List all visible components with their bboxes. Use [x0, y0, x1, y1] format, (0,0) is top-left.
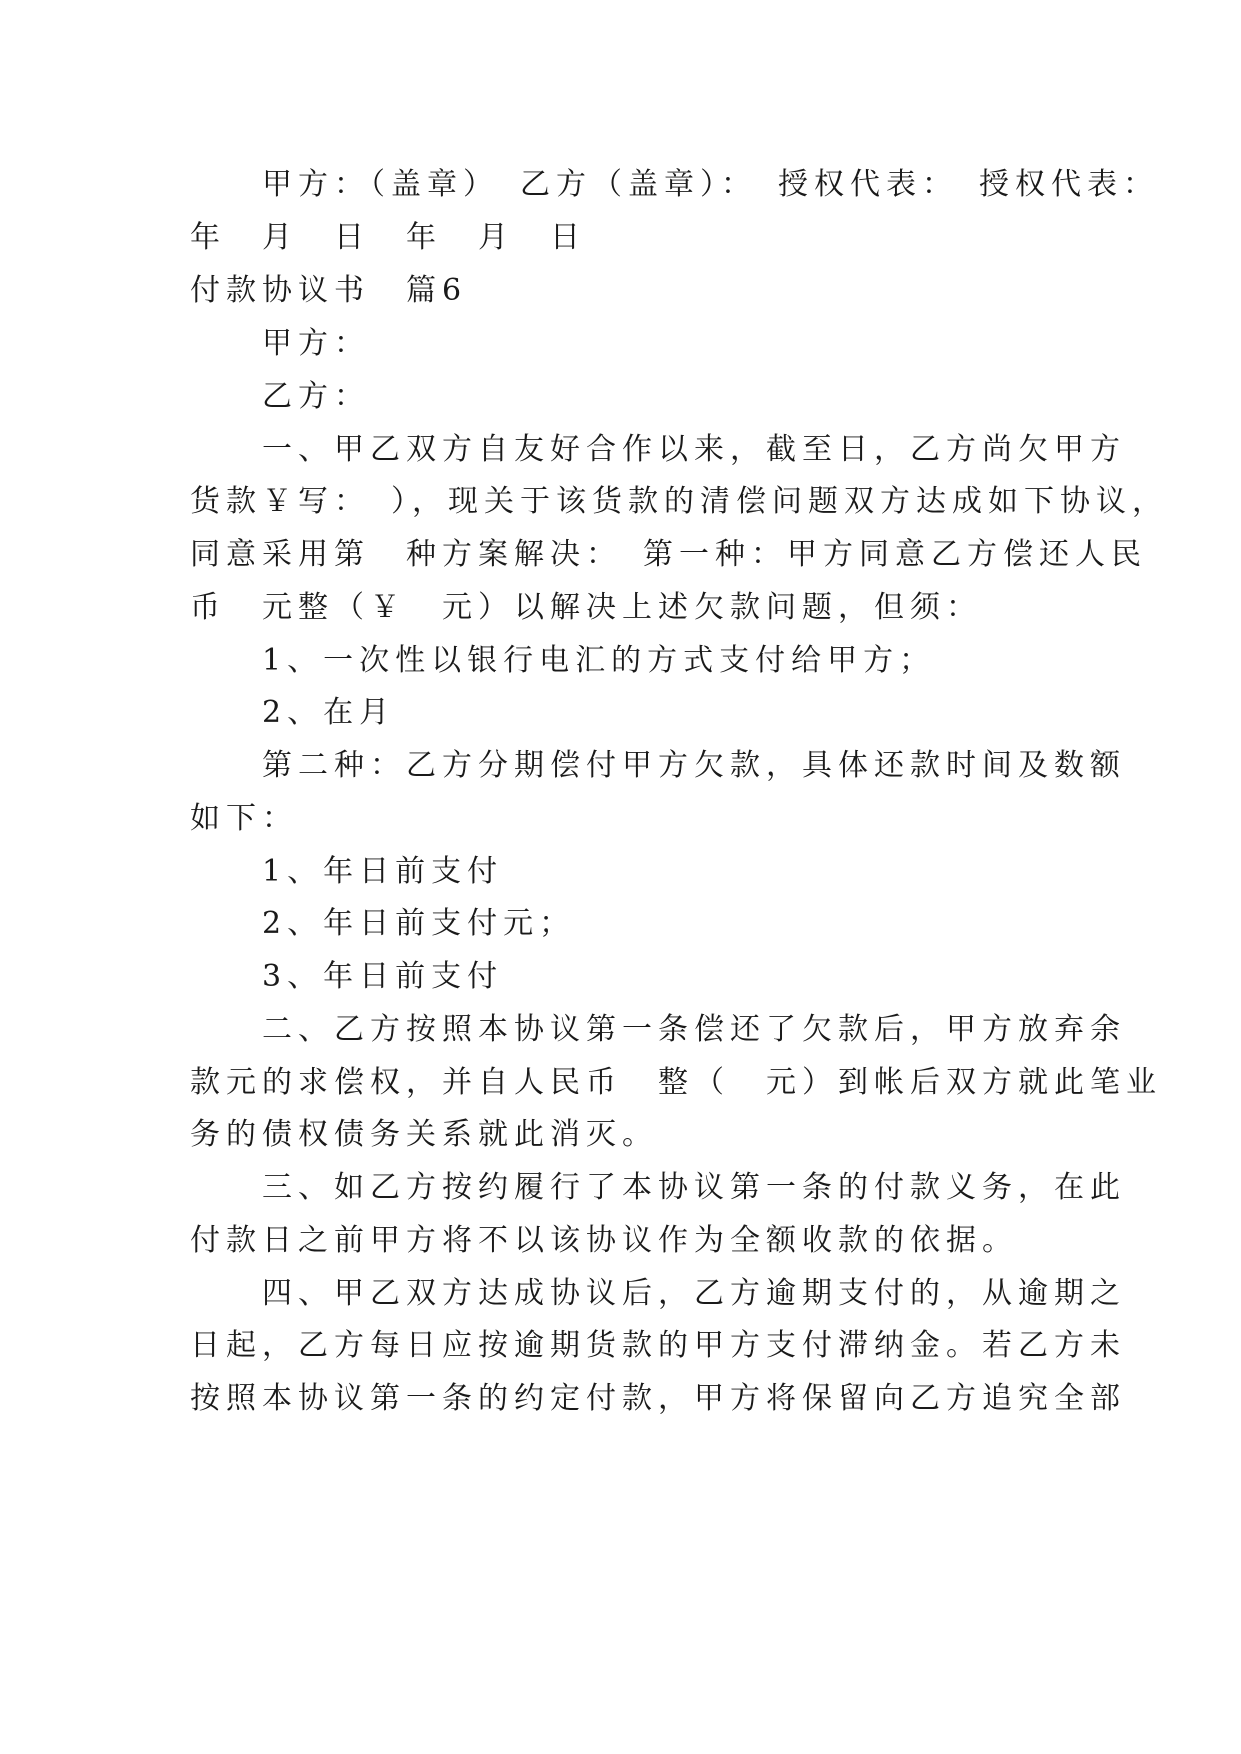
- clause-1-line-2: 货款￥写： ），现关于该货款的清偿问题双方达成如下协议，: [190, 484, 1168, 519]
- section-title: 付款协议书 篇6: [190, 273, 468, 308]
- clause-2-line-2: 款元的求偿权，并自人民币 整（ 元）到帐后双方就此笔业: [190, 1065, 1162, 1100]
- party-a-label: 甲方：: [190, 326, 370, 361]
- clause-1-line-1: 一、甲乙双方自友好合作以来，截至日，乙方尚欠甲方: [190, 432, 1126, 467]
- installment-1: 1、年日前支付: [190, 854, 504, 889]
- date-line: 年 月 日 年 月 日: [190, 220, 586, 255]
- clause-4-line-3: 按照本协议第一条的约定付款，甲方将保留向乙方追究全部: [190, 1381, 1126, 1416]
- clause-3-line-1: 三、如乙方按约履行了本协议第一条的付款义务，在此: [190, 1170, 1126, 1205]
- installment-2: 2、年日前支付元；: [190, 906, 576, 941]
- signature-parties-line: 甲方：（盖章） 乙方（盖章）： 授权代表： 授权代表：: [190, 167, 1159, 202]
- option-2-line-1: 第二种：乙方分期偿付甲方欠款，具体还款时间及数额: [190, 748, 1126, 783]
- clause-4-line-2: 日起，乙方每日应按逾期货款的甲方支付滞纳金。若乙方未: [190, 1328, 1126, 1363]
- option-2-line-2: 如下：: [190, 801, 298, 836]
- clause-2-line-3: 务的债权债务关系就此消灭。: [190, 1117, 658, 1152]
- clause-2-line-1: 二、乙方按照本协议第一条偿还了欠款后，甲方放弃余: [190, 1012, 1126, 1047]
- clause-1-line-4: 币 元整（￥ 元）以解决上述欠款问题，但须：: [190, 590, 982, 625]
- clause-4-line-1: 四、甲乙双方达成协议后，乙方逾期支付的，从逾期之: [190, 1276, 1126, 1311]
- clause-3-line-2: 付款日之前甲方将不以该协议作为全额收款的依据。: [190, 1223, 1018, 1258]
- option-1-item-2: 2、在月: [190, 695, 396, 730]
- clause-1-line-3: 同意采用第 种方案解决： 第一种：甲方同意乙方偿还人民: [190, 537, 1147, 572]
- installment-3: 3、年日前支付: [190, 959, 504, 994]
- party-b-label: 乙方：: [190, 379, 370, 414]
- option-1-item-1: 1、一次性以银行电汇的方式支付给甲方；: [190, 643, 936, 678]
